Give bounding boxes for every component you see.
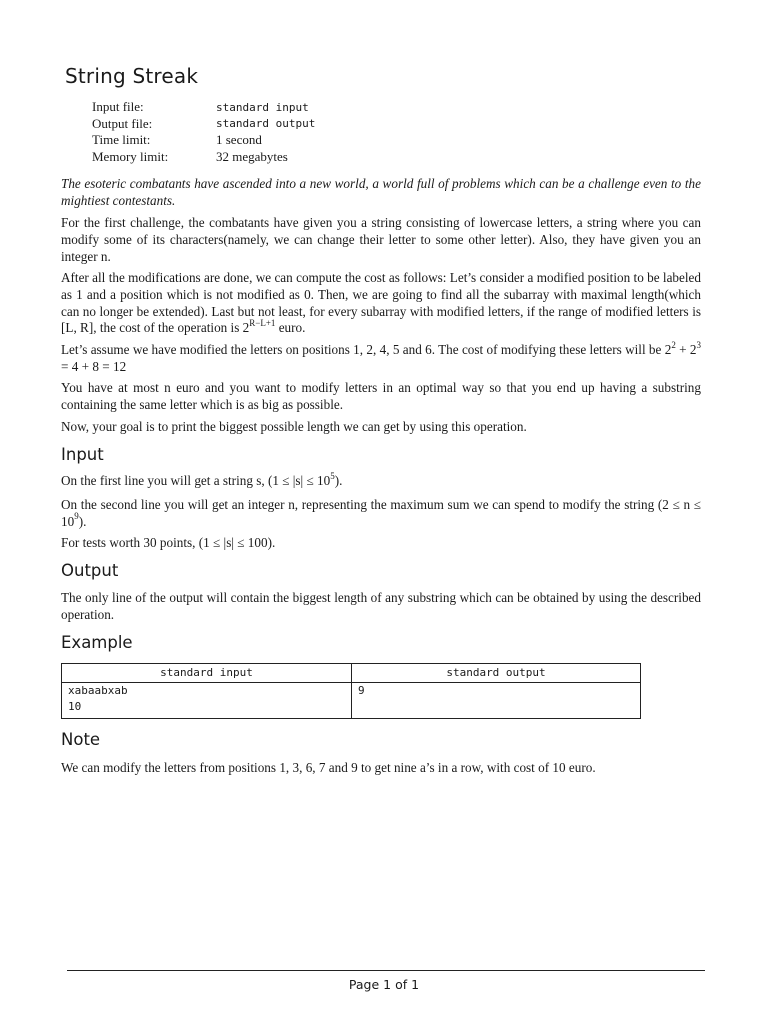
note-paragraph: We can modify the letters from positions 1, 3, 6, 7 and 9 to get nine a’s in a row, with cost of 10 euro. [61,760,596,775]
p2-exp-base: 2 [242,320,250,336]
meta-value: 1 second [216,132,262,148]
footer-rule [67,970,705,971]
p2-exponent: R−L+1 [249,318,276,328]
meta-row-memory-limit [92,149,492,166]
p3-text-a: Let’s assume we have modified the letters on positions 1, 2, 4, 5 and 6. The cost of modifying these letters will be 2 [61,342,672,357]
problem-meta-table [92,99,492,165]
meta-row-input-file [92,99,492,116]
in1-text-b: ). [334,473,343,488]
note-heading: Note [61,730,101,749]
p3-sup-1: 2 [671,339,676,350]
intro-paragraph: The esoteric combatants have ascended into a new world, a world full of problems which can be a challenge even to the mightiest contestants. [61,176,701,208]
p2-end: euro. [275,320,306,336]
header-standard-output: standard output [446,666,546,679]
input-paragraph-1 [61,470,701,490]
meta-value: 32 megabytes [216,148,288,164]
example-table [61,663,641,719]
in2-text-b: ). [78,513,87,529]
in2-sup: 9 [74,511,79,522]
input-paragraph-2 [61,497,701,531]
example-heading: Example [61,633,133,652]
p3-sup-2: 3 [696,339,702,350]
header-standard-input: standard input [160,666,253,679]
output-heading: Output [61,561,119,580]
statement-paragraph-1: For the first challenge, the combatants have given you a string consisting of lowercase letters, a string where you can modify some of its characters(namely, we can change their letter to some other letter). Also, they have given you an integer n. [61,215,701,264]
meta-key: Memory limit: [92,148,169,164]
problem-title: String Streak [65,64,199,88]
table-column-divider [351,664,352,718]
in1-text-a: On the first line you will get a string s, (1 ≤ |s| ≤ 10 [61,473,331,488]
statement-paragraph-5: Now, your goal is to print the biggest possible length we can get by using this operation. [61,419,527,434]
statement-paragraph-3 [61,339,702,376]
meta-row-output-file [92,116,492,133]
example-input-line-1: xabaabxab [68,684,128,697]
p3-text-c: = 4 + 8 = 12 [61,358,127,374]
output-paragraph: The only line of the output will contain the biggest length of any substring which can be obtained by using the described operation. [61,590,701,622]
meta-key: Time limit: [92,132,151,148]
page-number: Page 1 of 1 [348,977,420,992]
input-paragraph-3: For tests worth 30 points, (1 ≤ |s| ≤ 100). [61,535,276,550]
example-output-line-1: 9 [358,684,365,697]
p2-text: After all the modifications are done, we can compute the cost as follows: Let’s consider a modified position to be labeled as 1 and a position which is not modified as 0. Then, we are going to find all the subarray with maximal length(which can no longer be extended). Last but not least, for every subarray with modified letters, if the range of modified letters is [L, R], the cost of the operation is [61,270,701,336]
input-heading: Input [61,445,104,464]
meta-key: Output file: [92,115,153,131]
statement-paragraph-2 [61,270,701,337]
meta-key: Input file: [92,99,144,115]
meta-value: standard output [216,117,316,131]
example-input-line-2: 10 [68,700,82,713]
meta-value: standard input [216,100,309,114]
p3-text-b: + 2 [675,342,697,357]
meta-row-time-limit [92,132,492,149]
in2-text-a: On the second line you will get an integer n, representing the maximum sum we can spend to modify the string (2 ≤ n ≤ 10 [61,497,701,529]
statement-paragraph-4: You have at most n euro and you want to modify letters in an optimal way so that you end up having a substring containing the same letter which is as big as possible. [61,380,701,412]
in1-sup: 5 [330,470,335,481]
